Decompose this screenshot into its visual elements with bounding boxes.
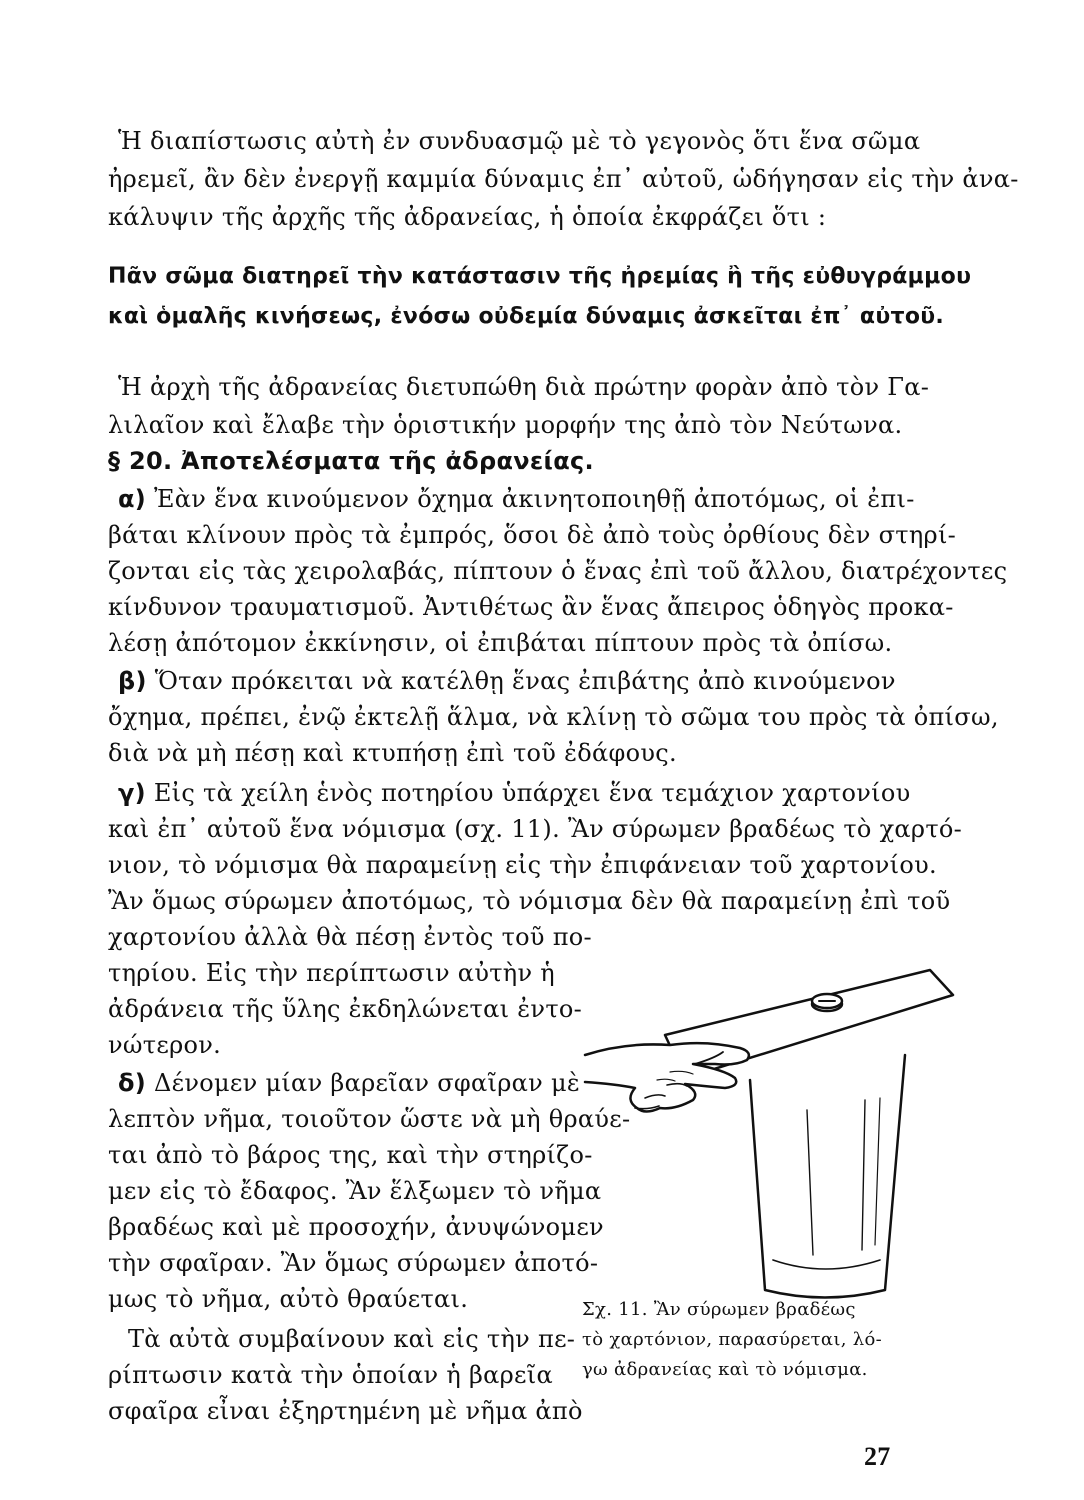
hand-outline (585, 1043, 749, 1111)
item-a-line-2: βάται κλίνουν πρὸς τὰ ἐμπρός, ὅσοι δὲ ἀπὸ τοὺς ὀρθίους δὲν στηρί- (108, 521, 957, 549)
inertia-principle-line-2: καὶ ὁμαλῆς κινήσεως, ἐνόσω οὐδεμία δύναμις ἀσκεῖται ἐπ᾽ αὐτοῦ. (108, 304, 945, 329)
paragraph-1-line-2: ἠρεμεῖ, ἂν δὲν ἐνεργῇ καμμία δύναμις ἐπ᾽ αὐτοῦ, ὡδήγησαν εἰς τὴν ἀνα- (108, 165, 1019, 193)
item-a-line-1 (118, 484, 915, 514)
item-b-line-1 (118, 666, 896, 696)
item-d-line-6: τὴν σφαῖραν. Ἂν ὅμως σύρωμεν ἀποτό- (108, 1249, 599, 1277)
paragraph-3-line-2: ρίπτωσιν κατὰ τὴν ὁποίαν ἡ βαρεῖα (108, 1361, 554, 1389)
item-d-line-4: μεν εἰς τὸ ἔδαφος. Ἂν ἕλξωμεν τὸ νῆμα (108, 1177, 602, 1205)
section-number: § 20. (108, 447, 173, 475)
item-c-text-1: Εἰς τὰ χείλη ἑνὸς ποτηρίου ὑπάρχει ἕνα τεμάχιον χαρτονίου (153, 779, 911, 807)
paragraph-3-line-1: Τὰ αὐτὰ συμβαίνουν καὶ εἰς τὴν πε- (128, 1325, 576, 1353)
item-d-line-5: βραδέως καὶ μὲ προσοχήν, ἀνυψώνομεν (108, 1213, 604, 1241)
item-b-label: β) (118, 667, 147, 695)
glass-coin-card-figure (575, 960, 965, 1305)
section-heading (108, 446, 594, 476)
paragraph-2-line-1: Ἡ ἀρχὴ τῆς ἀδρανείας διετυπώθη διὰ πρώτην φορὰν ἀπὸ τὸν Γα- (118, 373, 930, 401)
item-d-label: δ) (118, 1069, 147, 1097)
figure-caption-line-2: τὸ χαρτόνιον, παρασύρεται, λό- (582, 1329, 882, 1350)
item-b-line-2: ὄχημα, πρέπει, ἐνῷ ἐκτελῇ ἅλμα, νὰ κλίνῃ τὸ σῶμα του πρὸς τὰ ὀπίσω, (108, 703, 999, 731)
item-a-text-1: Ἐὰν ἕνα κινούμενον ὄχημα ἀκινητοποιηθῇ ἀποτόμως, οἱ ἐπι- (154, 485, 915, 513)
item-a-line-4: κίνδυνον τραυματισμοῦ. Ἀντιθέτως ἂν ἕνας ἄπειρος ὁδηγὸς προκα- (108, 593, 954, 621)
item-c-line-4: Ἂν ὅμως σύρωμεν ἀποτόμως, τὸ νόμισμα δὲν θὰ παραμείνῃ ἐπὶ τοῦ (108, 887, 951, 915)
item-a-label: α) (118, 485, 147, 513)
item-b-line-3: διὰ νὰ μὴ πέσῃ καὶ κτυπήσῃ ἐπὶ τοῦ ἐδάφους. (108, 739, 677, 767)
item-c-line-8: νώτερον. (108, 1031, 222, 1059)
item-d-line-7: μως τὸ νῆμα, αὐτὸ θραύεται. (108, 1285, 469, 1313)
item-d-text-1: Δένομεν μίαν βαρεῖαν σφαῖραν μὲ (154, 1069, 581, 1097)
item-d-line-3: ται ἀπὸ τὸ βάρος της, καὶ τὴν στηρίζο- (108, 1141, 593, 1169)
item-c-line-5: χαρτονίου ἀλλὰ θὰ πέσῃ ἐντὸς τοῦ πο- (108, 923, 592, 951)
paragraph-1-line-3: κάλυψιν τῆς ἀρχῆς τῆς ἀδρανείας, ἡ ὁποία ἐκφράζει ὅτι : (108, 203, 827, 231)
item-b-text-1: Ὅταν πρόκειται νὰ κατέλθῃ ἕνας ἐπιβάτης ἀπὸ κινούμενον (154, 667, 896, 695)
page-number: 27 (864, 1442, 891, 1471)
paragraph-3-line-3: σφαῖρα εἶναι ἐξηρτημένη μὲ νῆμα ἀπὸ (108, 1397, 583, 1425)
item-a-line-3: ζονται εἰς τὰς χειρολαβάς, πίπτουν ὁ ἕνας ἐπὶ τοῦ ἄλλου, διατρέχοντες (108, 557, 1008, 585)
item-d-line-2: λεπτὸν νῆμα, τοιοῦτον ὥστε νὰ μὴ θραύε- (108, 1105, 631, 1133)
figure-caption-line-1: Σχ. 11. Ἂν σύρωμεν βραδέως (582, 1299, 856, 1320)
item-c-label: γ) (118, 779, 146, 807)
item-c-line-6: τηρίου. Εἰς τὴν περίπτωσιν αὐτὴν ἡ (108, 959, 555, 987)
figure-caption-line-3: γω ἀδρανείας καὶ τὸ νόμισμα. (582, 1359, 868, 1380)
paragraph-2-line-2: λιλαῖον καὶ ἔλαβε τὴν ὁριστικήν μορφήν της ἀπὸ τὸν Νεύτωνα. (108, 411, 903, 439)
section-title: Ἀποτελέσματα τῆς ἀδρανείας. (181, 447, 594, 475)
glass-outline (750, 1055, 905, 1298)
item-d-line-1 (118, 1068, 580, 1098)
item-c-line-7: ἀδράνεια τῆς ὕλης ἐκδηλώνεται ἐντο- (108, 995, 583, 1023)
item-a-line-5: λέσῃ ἀπότομον ἐκκίνησιν, οἱ ἐπιβάται πίπτουν πρὸς τὰ ὀπίσω. (108, 629, 893, 657)
paragraph-1-line-1: Ἡ διαπίστωσις αὐτὴ ἐν συνδυασμῷ μὲ τὸ γεγονὸς ὅτι ἕνα σῶμα (118, 127, 921, 155)
item-c-line-1 (118, 778, 911, 808)
item-c-line-3: νιον, τὸ νόμισμα θὰ παραμείνῃ εἰς τὴν ἐπιφάνειαν τοῦ χαρτονίου. (108, 851, 937, 879)
item-c-line-2: καὶ ἐπ᾽ αὐτοῦ ἕνα νόμισμα (σχ. 11). Ἂν σύρωμεν βραδέως τὸ χαρτό- (108, 815, 963, 843)
inertia-principle-line-1: Πᾶν σῶμα διατηρεῖ τὴν κατάστασιν τῆς ἠρεμίας ἢ τῆς εὐθυγράμμου (108, 264, 972, 289)
